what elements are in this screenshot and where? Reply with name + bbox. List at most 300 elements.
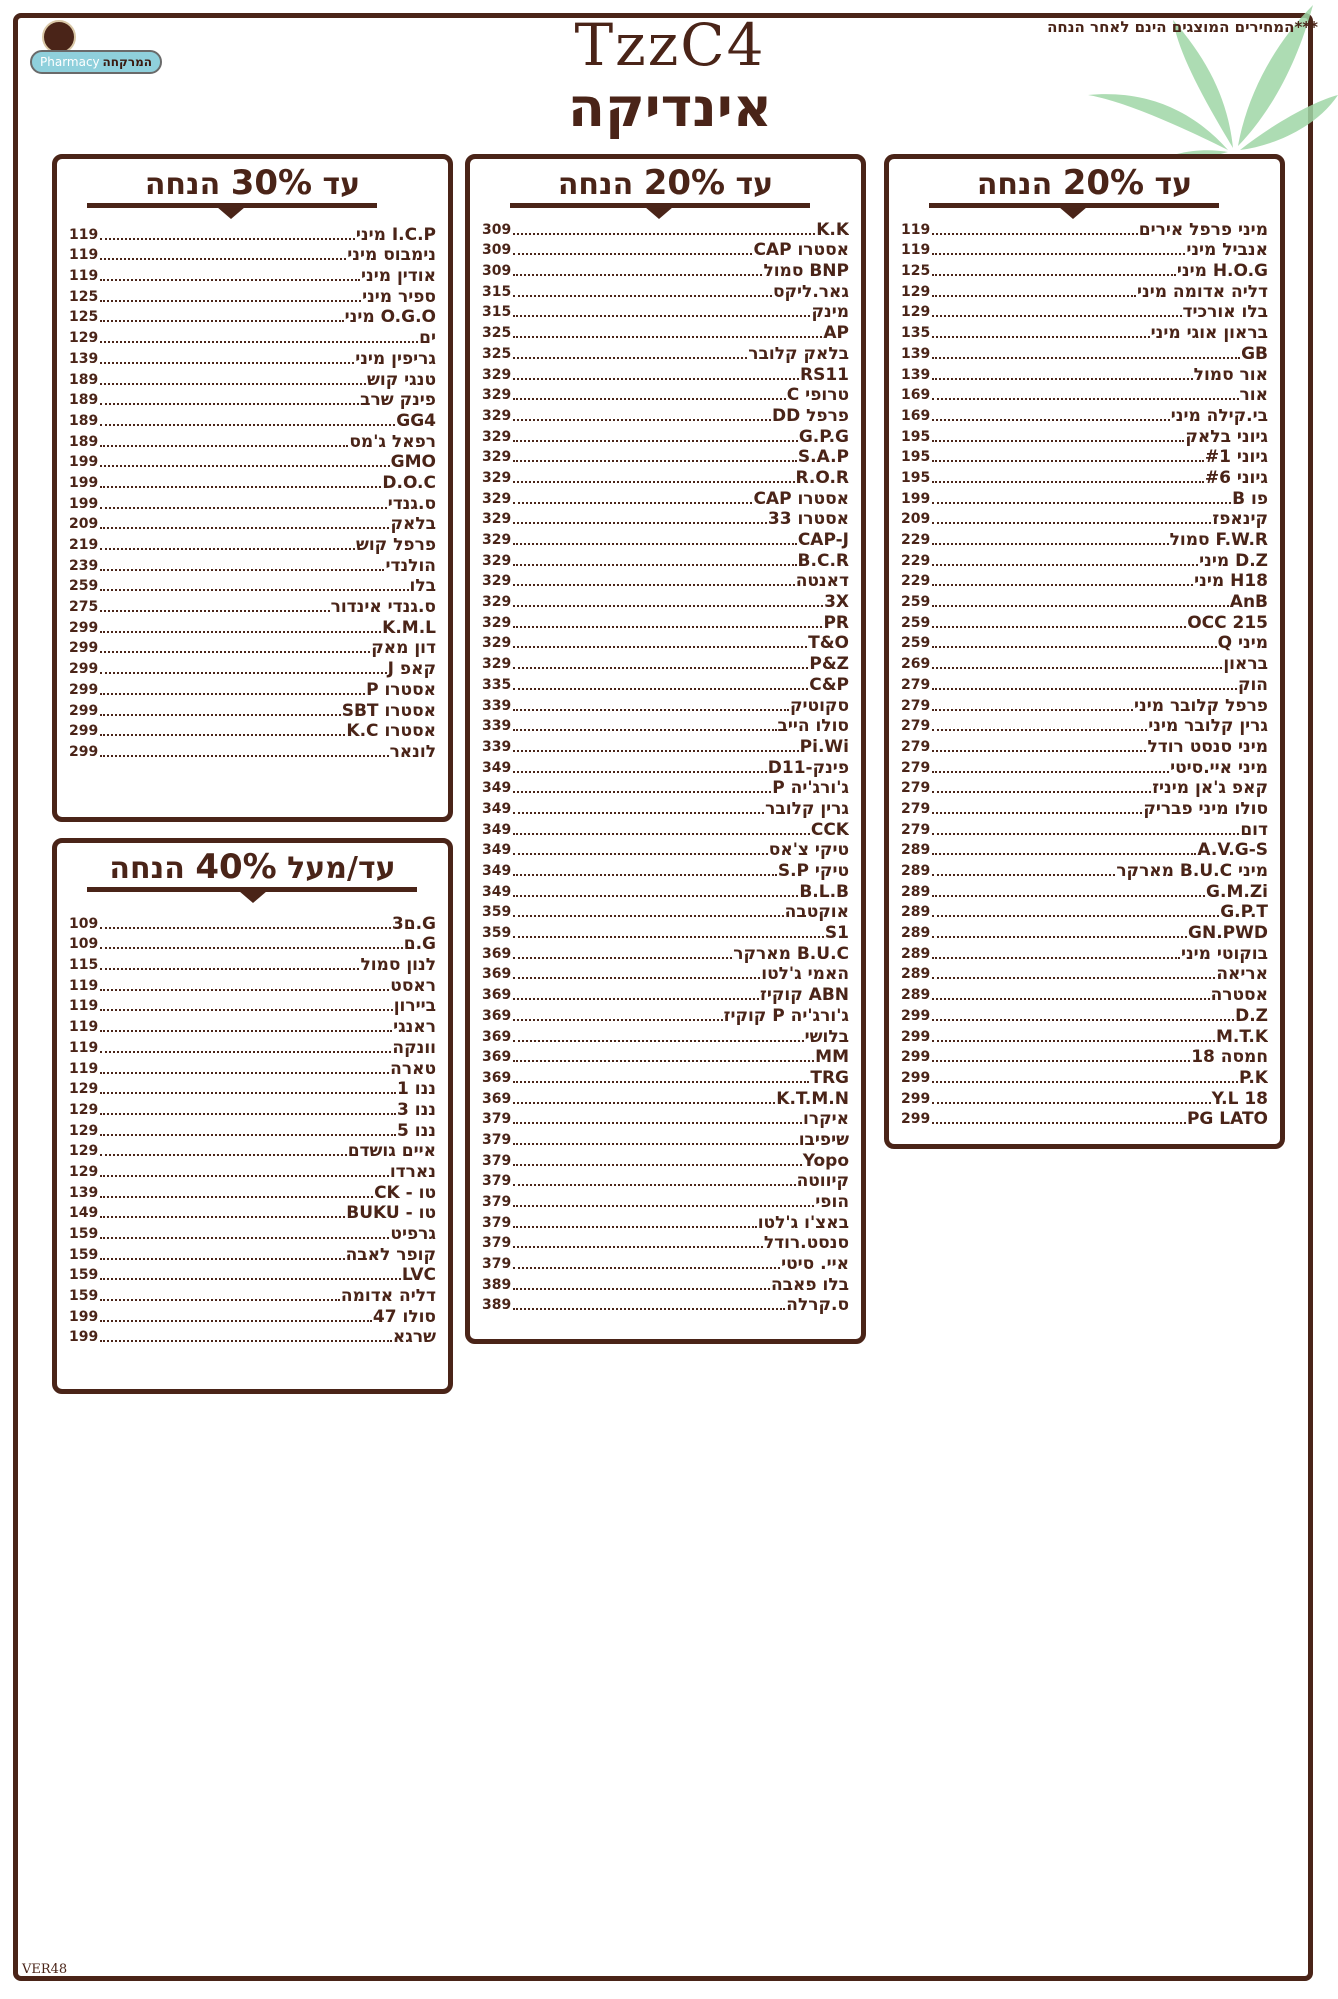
product-name: קאפ ג'אן מיניז — [1152, 778, 1268, 799]
dot-leader — [513, 1184, 796, 1186]
dot-leader — [100, 569, 384, 571]
product-name: ABN קוקיז — [760, 985, 849, 1006]
product-name: לונאר — [389, 741, 436, 762]
price-row — [901, 881, 1268, 902]
product-name: בלו פאבה — [770, 1274, 849, 1295]
product-price: 299 — [69, 640, 99, 657]
product-name: ים — [419, 328, 436, 349]
product-name: Y.L 18 — [1211, 1088, 1268, 1109]
price-row — [482, 1150, 849, 1171]
product-price: 229 — [901, 552, 931, 569]
price-row — [901, 612, 1268, 633]
dot-leader — [932, 522, 1211, 524]
product-name: I.C.P מיני — [355, 224, 436, 245]
product-name: G.P.T — [1220, 902, 1268, 923]
product-price: 275 — [69, 599, 99, 616]
product-name: B.C.R — [797, 550, 849, 571]
product-price: 379 — [482, 1214, 512, 1231]
product-price: 279 — [901, 821, 931, 838]
price-row — [69, 617, 436, 638]
product-name: BNP סמול — [763, 261, 849, 282]
price-row — [901, 757, 1268, 778]
dot-leader — [932, 336, 1150, 338]
price-row — [901, 695, 1268, 716]
product-price: 279 — [901, 780, 931, 797]
dot-leader — [100, 1072, 389, 1074]
dot-leader — [513, 315, 810, 317]
price-row — [69, 1058, 436, 1079]
price-row — [482, 736, 849, 757]
product-price: 299 — [69, 661, 99, 678]
price-row — [901, 1109, 1268, 1130]
product-name: אנביל מיני — [1186, 240, 1268, 261]
product-price: 129 — [901, 304, 931, 321]
product-price: 195 — [901, 469, 931, 486]
dot-leader — [100, 1134, 396, 1136]
dot-leader — [100, 486, 381, 488]
price-row — [482, 488, 849, 509]
dot-leader — [513, 336, 822, 338]
product-name: גיוני בלאק — [1185, 426, 1268, 447]
product-name: A.V.G-S — [1197, 840, 1268, 861]
product-name: אוקטבה — [784, 902, 849, 923]
product-name: טו - BUKU — [346, 1203, 436, 1224]
version-label: VER48 — [22, 1962, 68, 1977]
price-row — [482, 881, 849, 902]
dot-leader — [513, 378, 799, 380]
price-row — [69, 679, 436, 700]
product-name: RS11 — [800, 364, 849, 385]
price-row — [69, 741, 436, 762]
price-row — [901, 467, 1268, 488]
dot-leader — [513, 1164, 802, 1166]
product-name: M.T.K — [1215, 1026, 1268, 1047]
dot-leader — [513, 522, 767, 524]
price-row — [69, 493, 436, 514]
product-price: 369 — [482, 1007, 512, 1024]
product-price: 139 — [69, 350, 99, 367]
dot-leader — [932, 812, 1142, 814]
dot-leader — [513, 750, 799, 752]
price-row — [901, 736, 1268, 757]
dot-leader — [100, 403, 359, 405]
product-price: 369 — [482, 966, 512, 983]
logo-pill — [30, 50, 162, 74]
product-name: פינק-D11 — [767, 757, 849, 778]
product-price: 279 — [901, 800, 931, 817]
product-name: B.U.C מארקר — [733, 943, 849, 964]
product-price: 129 — [69, 330, 99, 347]
dot-leader — [513, 543, 797, 545]
product-price: 139 — [901, 366, 931, 383]
dot-leader — [932, 1040, 1215, 1042]
product-name: מיני איי.סיטי — [1170, 757, 1268, 778]
product-price: 159 — [69, 1226, 99, 1242]
price-row — [482, 757, 849, 778]
price-row — [482, 1191, 849, 1212]
product-name: אריאה — [1216, 964, 1268, 985]
product-price: 289 — [901, 966, 931, 983]
title-pointer-icon — [217, 207, 245, 219]
dot-leader — [100, 507, 387, 509]
price-row — [482, 1109, 849, 1130]
dot-leader — [100, 1258, 345, 1260]
dot-leader — [100, 362, 354, 364]
product-name: גרפיט — [390, 1224, 436, 1244]
price-row — [901, 778, 1268, 799]
panel-20-discount-right — [884, 154, 1285, 1149]
price-row — [69, 348, 436, 369]
dot-leader — [932, 315, 1182, 317]
product-name: לנון סמול — [360, 955, 436, 976]
price-row — [901, 902, 1268, 923]
product-name: גרין קלובר — [765, 798, 849, 819]
dot-leader — [513, 584, 795, 586]
price-row — [482, 426, 849, 447]
product-price: 289 — [901, 945, 931, 962]
product-name: PR — [823, 612, 849, 633]
price-row — [69, 265, 436, 286]
dot-leader — [932, 646, 1217, 648]
product-price: 259 — [69, 578, 99, 595]
product-name: סולו הייב — [777, 716, 849, 737]
price-row — [69, 452, 436, 473]
dot-leader — [513, 1246, 763, 1248]
product-price: 119 — [69, 247, 99, 264]
product-name: K.T.M.N — [776, 1088, 849, 1109]
product-price: 299 — [901, 1049, 931, 1066]
product-price: 259 — [901, 635, 931, 652]
product-price: 359 — [482, 925, 512, 942]
product-price: 329 — [482, 469, 512, 486]
dot-leader — [513, 1040, 804, 1042]
price-row — [482, 1067, 849, 1088]
product-name: ס.קרלה — [786, 1295, 849, 1316]
price-row — [482, 1088, 849, 1109]
price-row — [482, 653, 849, 674]
price-row — [69, 534, 436, 555]
price-row — [901, 653, 1268, 674]
product-price: 329 — [482, 656, 512, 673]
product-price: 299 — [69, 743, 99, 760]
product-name: ביירון — [393, 996, 436, 1017]
product-price: 299 — [69, 619, 99, 636]
dot-leader — [100, 279, 360, 281]
price-row — [482, 943, 849, 964]
dot-leader — [513, 709, 789, 711]
product-price: 369 — [482, 987, 512, 1004]
price-row — [482, 695, 849, 716]
product-price: 209 — [901, 511, 931, 528]
price-row — [482, 529, 849, 550]
product-name: בראון אוגי מיני — [1150, 323, 1268, 344]
product-price: 159 — [69, 1246, 99, 1263]
price-row — [901, 364, 1268, 385]
product-price: 139 — [69, 1184, 99, 1201]
dot-leader — [932, 502, 1231, 504]
product-price: 309 — [482, 263, 512, 280]
price-row — [901, 343, 1268, 364]
product-name: הולנדי — [385, 555, 436, 576]
product-name: K.M.L — [382, 617, 436, 638]
product-name: בלאק — [390, 514, 436, 535]
product-name: אסטרו K.C — [346, 721, 436, 742]
dot-leader — [932, 771, 1169, 773]
product-price: 125 — [901, 263, 931, 280]
dot-leader — [513, 398, 786, 400]
brand-title: TzzC4 — [574, 11, 766, 79]
product-price: 189 — [69, 371, 99, 388]
price-row — [69, 1223, 436, 1244]
product-price: 299 — [901, 1090, 931, 1107]
product-price: 119 — [69, 1039, 99, 1056]
dot-leader — [932, 1019, 1234, 1021]
product-name: LVC — [401, 1265, 436, 1286]
product-price: 229 — [901, 532, 931, 548]
product-name: טארה — [390, 1058, 436, 1079]
product-price: 379 — [482, 1256, 512, 1273]
dot-leader — [513, 1122, 802, 1124]
product-name: ננו 1 — [396, 1079, 436, 1100]
product-price: 329 — [482, 552, 512, 569]
product-name: דאנטה — [795, 571, 849, 592]
price-list — [69, 224, 436, 762]
price-row — [69, 721, 436, 742]
dot-leader — [513, 274, 762, 276]
price-row — [69, 1265, 436, 1286]
price-row — [69, 307, 436, 328]
price-row — [901, 240, 1268, 261]
dot-leader — [100, 300, 361, 302]
dot-leader — [513, 460, 797, 462]
product-price: 329 — [482, 428, 512, 445]
product-price: 129 — [69, 1143, 99, 1160]
product-name: וונקה — [392, 1037, 436, 1058]
product-price: 379 — [482, 1235, 512, 1252]
dot-leader — [100, 693, 365, 695]
price-row — [901, 488, 1268, 509]
dot-leader — [513, 357, 747, 359]
product-name: אסטרו SBT — [341, 700, 436, 721]
dot-leader — [513, 1267, 780, 1269]
product-name: טרופי C — [786, 385, 849, 406]
dot-leader — [932, 605, 1229, 607]
panel-title: עד 20% הנחה — [557, 163, 774, 203]
product-price: 189 — [69, 433, 99, 450]
price-row — [482, 240, 849, 261]
dot-leader — [100, 527, 389, 529]
product-price: 329 — [482, 511, 512, 528]
product-name: הופי — [815, 1192, 849, 1212]
product-name: G.M.Zi — [1206, 881, 1268, 902]
product-price: 369 — [482, 945, 512, 962]
dot-leader — [100, 714, 341, 716]
product-price: 239 — [69, 557, 99, 574]
product-name: אור סמול — [1193, 364, 1268, 385]
dot-leader — [513, 729, 777, 731]
price-row — [69, 390, 436, 411]
price-row — [69, 596, 436, 617]
product-price: 195 — [901, 428, 931, 445]
product-price: 229 — [901, 573, 931, 590]
price-row — [69, 1016, 436, 1037]
product-name: פרפל DD — [771, 405, 849, 426]
dot-leader — [100, 1051, 391, 1053]
product-price: 279 — [901, 676, 931, 693]
price-row — [69, 658, 436, 679]
price-row — [482, 840, 849, 861]
product-name: ננו 5 — [396, 1120, 436, 1141]
product-price: 109 — [69, 936, 99, 953]
dot-leader — [100, 1340, 392, 1342]
price-row — [901, 591, 1268, 612]
product-price: 279 — [901, 759, 931, 776]
product-name: בלו אורכיד — [1182, 302, 1268, 323]
product-name: F.W.R סמול — [1169, 530, 1268, 550]
product-name: שיפיבו — [798, 1129, 849, 1150]
dot-leader — [932, 667, 1222, 669]
product-name: סנסט.רודל — [763, 1233, 849, 1254]
dot-leader — [100, 445, 348, 447]
product-name: ס.גנדי אינדור — [330, 597, 436, 618]
price-row — [482, 964, 849, 985]
product-name: באצ'ו ג'לטו — [757, 1212, 849, 1233]
dot-leader — [932, 729, 1147, 731]
product-name: B.L.B — [799, 881, 849, 902]
dot-leader — [513, 791, 771, 793]
product-price: 279 — [901, 697, 931, 714]
price-row — [901, 1005, 1268, 1026]
product-price: 209 — [69, 516, 99, 533]
dot-leader — [513, 667, 808, 669]
title-pointer-icon — [645, 207, 673, 219]
price-row — [901, 1088, 1268, 1109]
product-price: 119 — [901, 242, 931, 259]
dot-leader — [932, 833, 1239, 835]
product-price: 315 — [482, 304, 512, 321]
dot-leader — [100, 968, 359, 970]
dot-leader — [932, 295, 1136, 297]
product-name: P&Z — [809, 654, 849, 675]
price-row — [482, 819, 849, 840]
price-row — [901, 840, 1268, 861]
product-name: ראסט — [390, 975, 436, 996]
price-row — [69, 1306, 436, 1327]
panel-title: עד 20% הנחה — [976, 163, 1193, 203]
dot-leader — [932, 564, 1198, 566]
dot-leader — [932, 853, 1196, 855]
price-row — [69, 369, 436, 390]
price-row — [69, 555, 436, 576]
product-name: CAP-J — [797, 530, 849, 550]
product-name: בראון — [1223, 654, 1268, 675]
panel-20-discount-middle — [465, 154, 866, 1344]
price-row — [901, 571, 1268, 592]
price-row — [482, 219, 849, 240]
price-row — [482, 1233, 849, 1254]
dot-leader — [100, 755, 389, 757]
product-price: 279 — [901, 738, 931, 755]
price-row — [901, 509, 1268, 530]
logo-text-he: המרקחה — [102, 55, 152, 69]
price-row — [901, 550, 1268, 571]
product-price: 299 — [901, 1111, 931, 1128]
price-row — [69, 638, 436, 659]
product-name: מיני סנסט רודל — [1147, 736, 1268, 757]
product-name: קופר לאבה — [345, 1244, 436, 1265]
product-name: טו - CK — [374, 1182, 436, 1203]
price-row — [901, 964, 1268, 985]
price-row — [482, 1212, 849, 1233]
price-row — [482, 1026, 849, 1047]
dot-leader — [513, 1102, 775, 1104]
dot-leader — [932, 440, 1184, 442]
price-row — [482, 385, 849, 406]
dot-leader — [513, 874, 777, 876]
price-row — [901, 447, 1268, 468]
logo-text-en: Pharmacy — [40, 55, 100, 69]
product-price: 309 — [482, 221, 512, 238]
product-name: דום — [1240, 819, 1268, 840]
price-row — [69, 1244, 436, 1265]
price-row — [482, 364, 849, 385]
product-name: G.P.G — [798, 426, 849, 447]
dot-leader — [513, 253, 752, 255]
price-row — [69, 327, 436, 348]
product-name: T&O — [808, 633, 849, 654]
product-name: גיוני #6 — [1204, 467, 1268, 488]
product-name: אסטרו CAP — [753, 240, 849, 261]
product-name: איי. סיטי — [781, 1254, 849, 1275]
product-name: Pi.Wi — [799, 736, 849, 757]
price-list — [69, 913, 436, 1347]
dot-leader — [513, 295, 772, 297]
dot-leader — [932, 481, 1204, 483]
dot-leader — [932, 1081, 1238, 1083]
dot-leader — [100, 238, 355, 240]
product-name: אסטרה — [1210, 985, 1268, 1006]
dot-leader — [513, 957, 732, 959]
price-row — [901, 798, 1268, 819]
price-row — [482, 902, 849, 923]
product-price: 125 — [69, 309, 99, 326]
dot-leader — [513, 915, 784, 917]
price-row — [482, 612, 849, 633]
product-price: 299 — [901, 1069, 931, 1086]
dot-leader — [513, 833, 810, 835]
product-price: 299 — [69, 681, 99, 698]
price-row — [482, 716, 849, 737]
product-name: O.G.O מיני — [344, 307, 436, 328]
price-row — [901, 426, 1268, 447]
dot-leader — [513, 233, 815, 235]
product-name: אודין מיני — [361, 266, 436, 287]
price-row — [69, 1099, 436, 1120]
product-price: 189 — [69, 412, 99, 429]
price-row — [901, 1067, 1268, 1088]
product-name: רפאל ג'מס — [349, 431, 436, 452]
product-name: אסטרו P — [366, 679, 436, 700]
product-name: D.Z מיני — [1199, 550, 1268, 571]
price-row — [901, 405, 1268, 426]
price-row — [69, 1079, 436, 1100]
product-name: הוק — [1237, 674, 1268, 695]
product-name: אסטרו 33 — [767, 509, 849, 530]
dot-leader — [513, 895, 798, 897]
product-price: 269 — [901, 656, 931, 673]
price-row — [482, 1274, 849, 1295]
product-name: גאר.ליקס — [772, 281, 849, 302]
